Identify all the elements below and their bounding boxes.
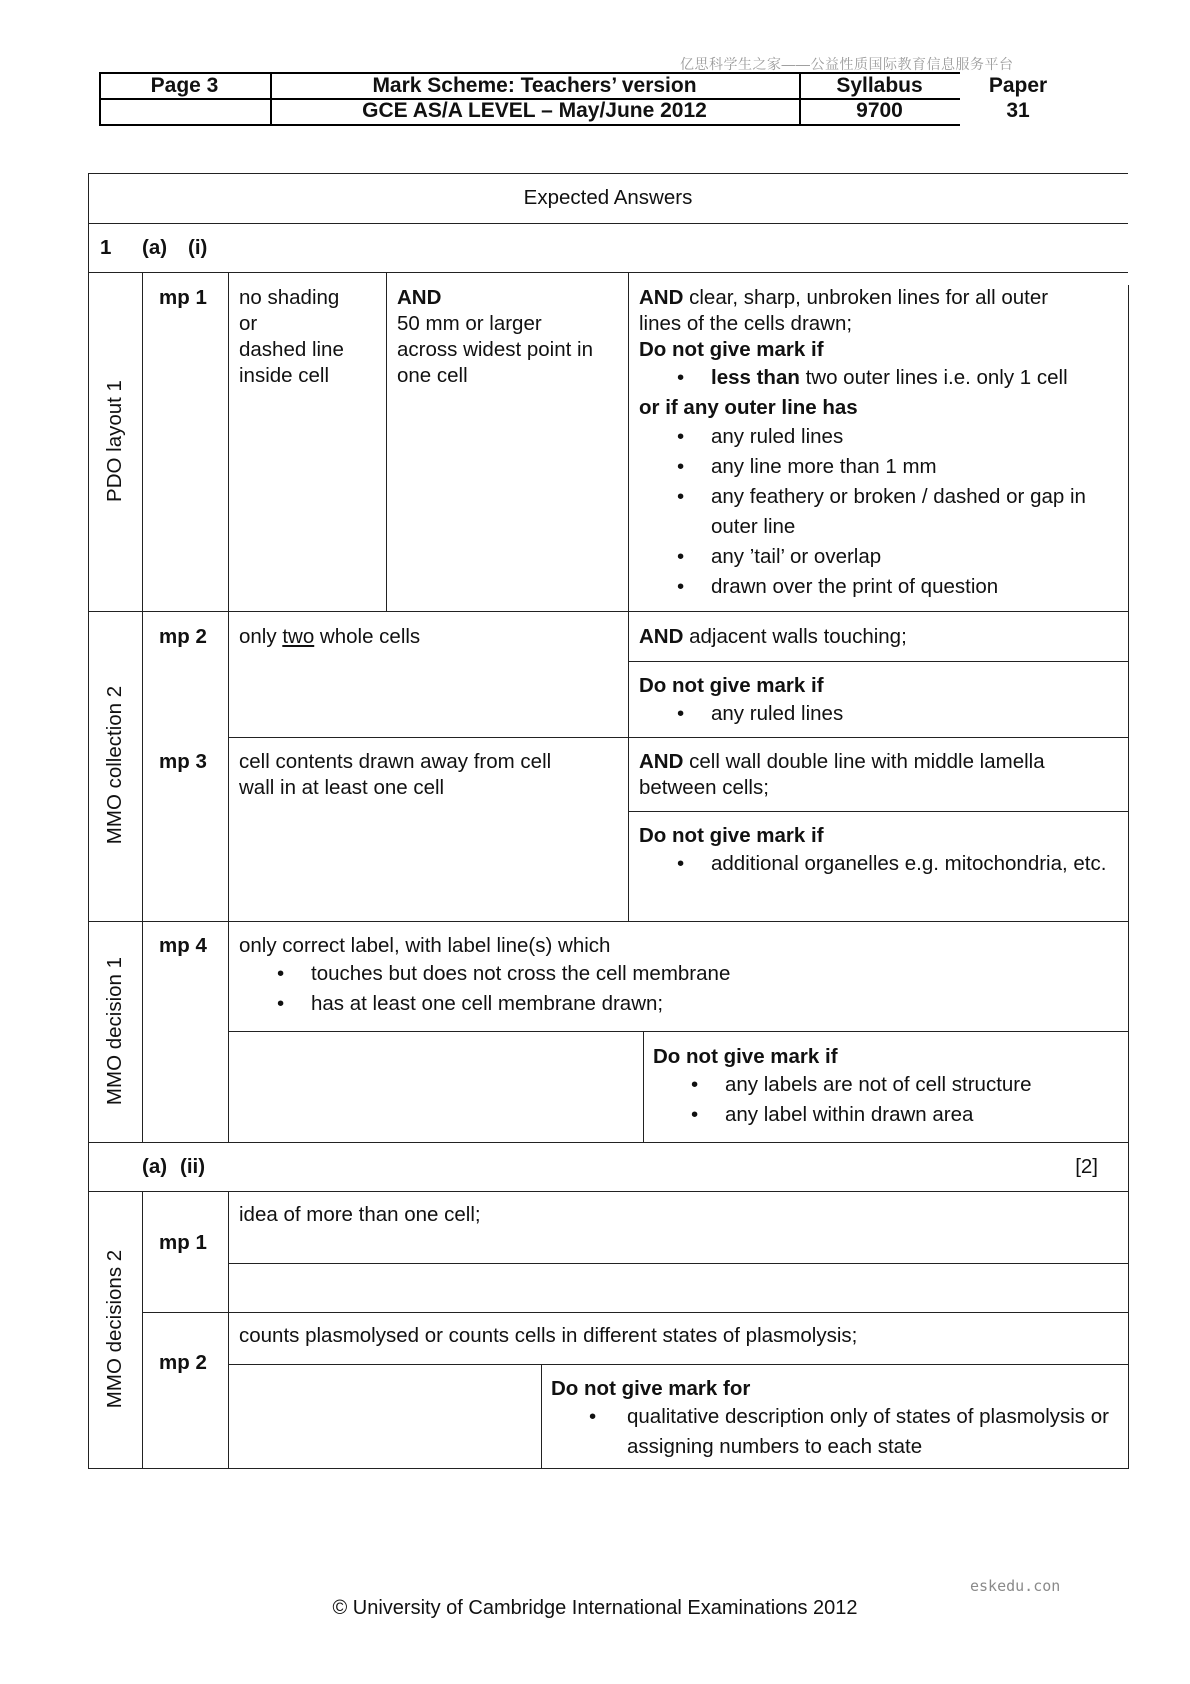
mp1-exclusion-item: • less than two outer lines i.e. only 1 cell	[639, 363, 1119, 393]
mp1-criteria-size: AND 50 mm or larger across widest point in one cell	[397, 286, 593, 387]
mp2-condition: AND adjacent walls touching;	[639, 625, 907, 648]
mp1-exclusion-item: • drawn over the print of question	[639, 572, 1119, 602]
question-subpart: (i)	[188, 236, 208, 259]
mp1-exclusion-item: • any ruled lines	[639, 422, 1119, 452]
question-subpart-ii: (ii)	[180, 1155, 206, 1178]
mp3-label: mp 3	[159, 750, 207, 773]
watermark-top: 亿思科学生之家——公益性质国际教育信息服务平台	[680, 56, 1014, 72]
mark-scheme-table	[88, 173, 1128, 1469]
mp1b-criteria: idea of more than one cell;	[239, 1203, 481, 1226]
mp1-exclusion-item: • any line more than 1 mm	[639, 452, 1119, 482]
table-caption: Expected Answers	[523, 186, 693, 209]
mp1-exclusion-item: • any ’tail’ or overlap	[639, 542, 1119, 572]
mp1b-label: mp 1	[159, 1231, 207, 1254]
mp2b-label: mp 2	[159, 1351, 207, 1374]
mp1-label: mp 1	[159, 286, 207, 309]
copyright-footer: © University of Cambridge International Examinations 2012	[332, 1597, 858, 1619]
mp3-criteria: cell contents drawn away from cell wall in at least one cell	[239, 750, 552, 799]
header-title: Mark Scheme: Teachers’ version	[372, 74, 697, 97]
paper-label: Paper	[988, 74, 1048, 97]
page-number: Page 3	[150, 74, 219, 97]
section-mmo-collection: MMO collection 2	[103, 685, 126, 845]
syllabus-code: 9700	[856, 99, 903, 122]
header-table	[99, 72, 960, 126]
mp4-criteria: only correct label, with label line(s) which • touches but does not cross the cell membrane • has at least one cell membrane drawn;	[239, 933, 1119, 1019]
mp4-exclusions: Do not give mark if • any labels are not of cell structure • any label within drawn area	[653, 1044, 1123, 1130]
marks-available: [2]	[1075, 1155, 1098, 1178]
mp2-criteria: only two whole cells	[239, 625, 421, 648]
mp3-condition: AND cell wall double line with middle lamella between cells;	[639, 750, 1045, 799]
mp2b-exclusions: Do not give mark for • qualitative description only of states of plasmolysis or assigning numbers to each state	[551, 1376, 1121, 1462]
mp1-criteria-lines: AND clear, sharp, unbroken lines for all outer lines of the cells drawn; Do not give mark if • less than two outer lines i.e. only 1 cell or if any outer line has • any ruled lines • any line more than 1 mm • any feathery or broken / dashed or gap in outer line • any ’tail’ or overlap • drawn over the print of question	[639, 285, 1119, 602]
section-mmo-decision: MMO decision 1	[103, 956, 126, 1106]
section-pdo-layout: PDO layout 1	[103, 380, 126, 502]
mp1-criteria-shading: no shading or dashed line inside cell	[239, 286, 344, 387]
mp4-label: mp 4	[159, 934, 207, 957]
paper-number: 31	[1006, 99, 1030, 122]
question-part-a-ii: (a)	[142, 1155, 168, 1178]
question-number: 1	[100, 236, 112, 259]
question-part: (a)	[142, 236, 168, 259]
syllabus-label: Syllabus	[836, 74, 923, 97]
mp2b-criteria: counts plasmolysed or counts cells in different states of plasmolysis;	[239, 1324, 858, 1347]
watermark-bottom: eskedu.con	[970, 1577, 1061, 1595]
mp3-exclusions: Do not give mark if • additional organelles e.g. mitochondria, etc.	[639, 823, 1119, 879]
header-subtitle: GCE AS/A LEVEL – May/June 2012	[362, 99, 707, 122]
mp2-exclusions: Do not give mark if • any ruled lines	[639, 673, 1119, 729]
section-mmo-decisions: MMO decisions 2	[103, 1249, 126, 1409]
mp2-label: mp 2	[159, 625, 207, 648]
mp1-exclusion-item: • any feathery or broken / dashed or gap in outer line	[639, 482, 1119, 542]
